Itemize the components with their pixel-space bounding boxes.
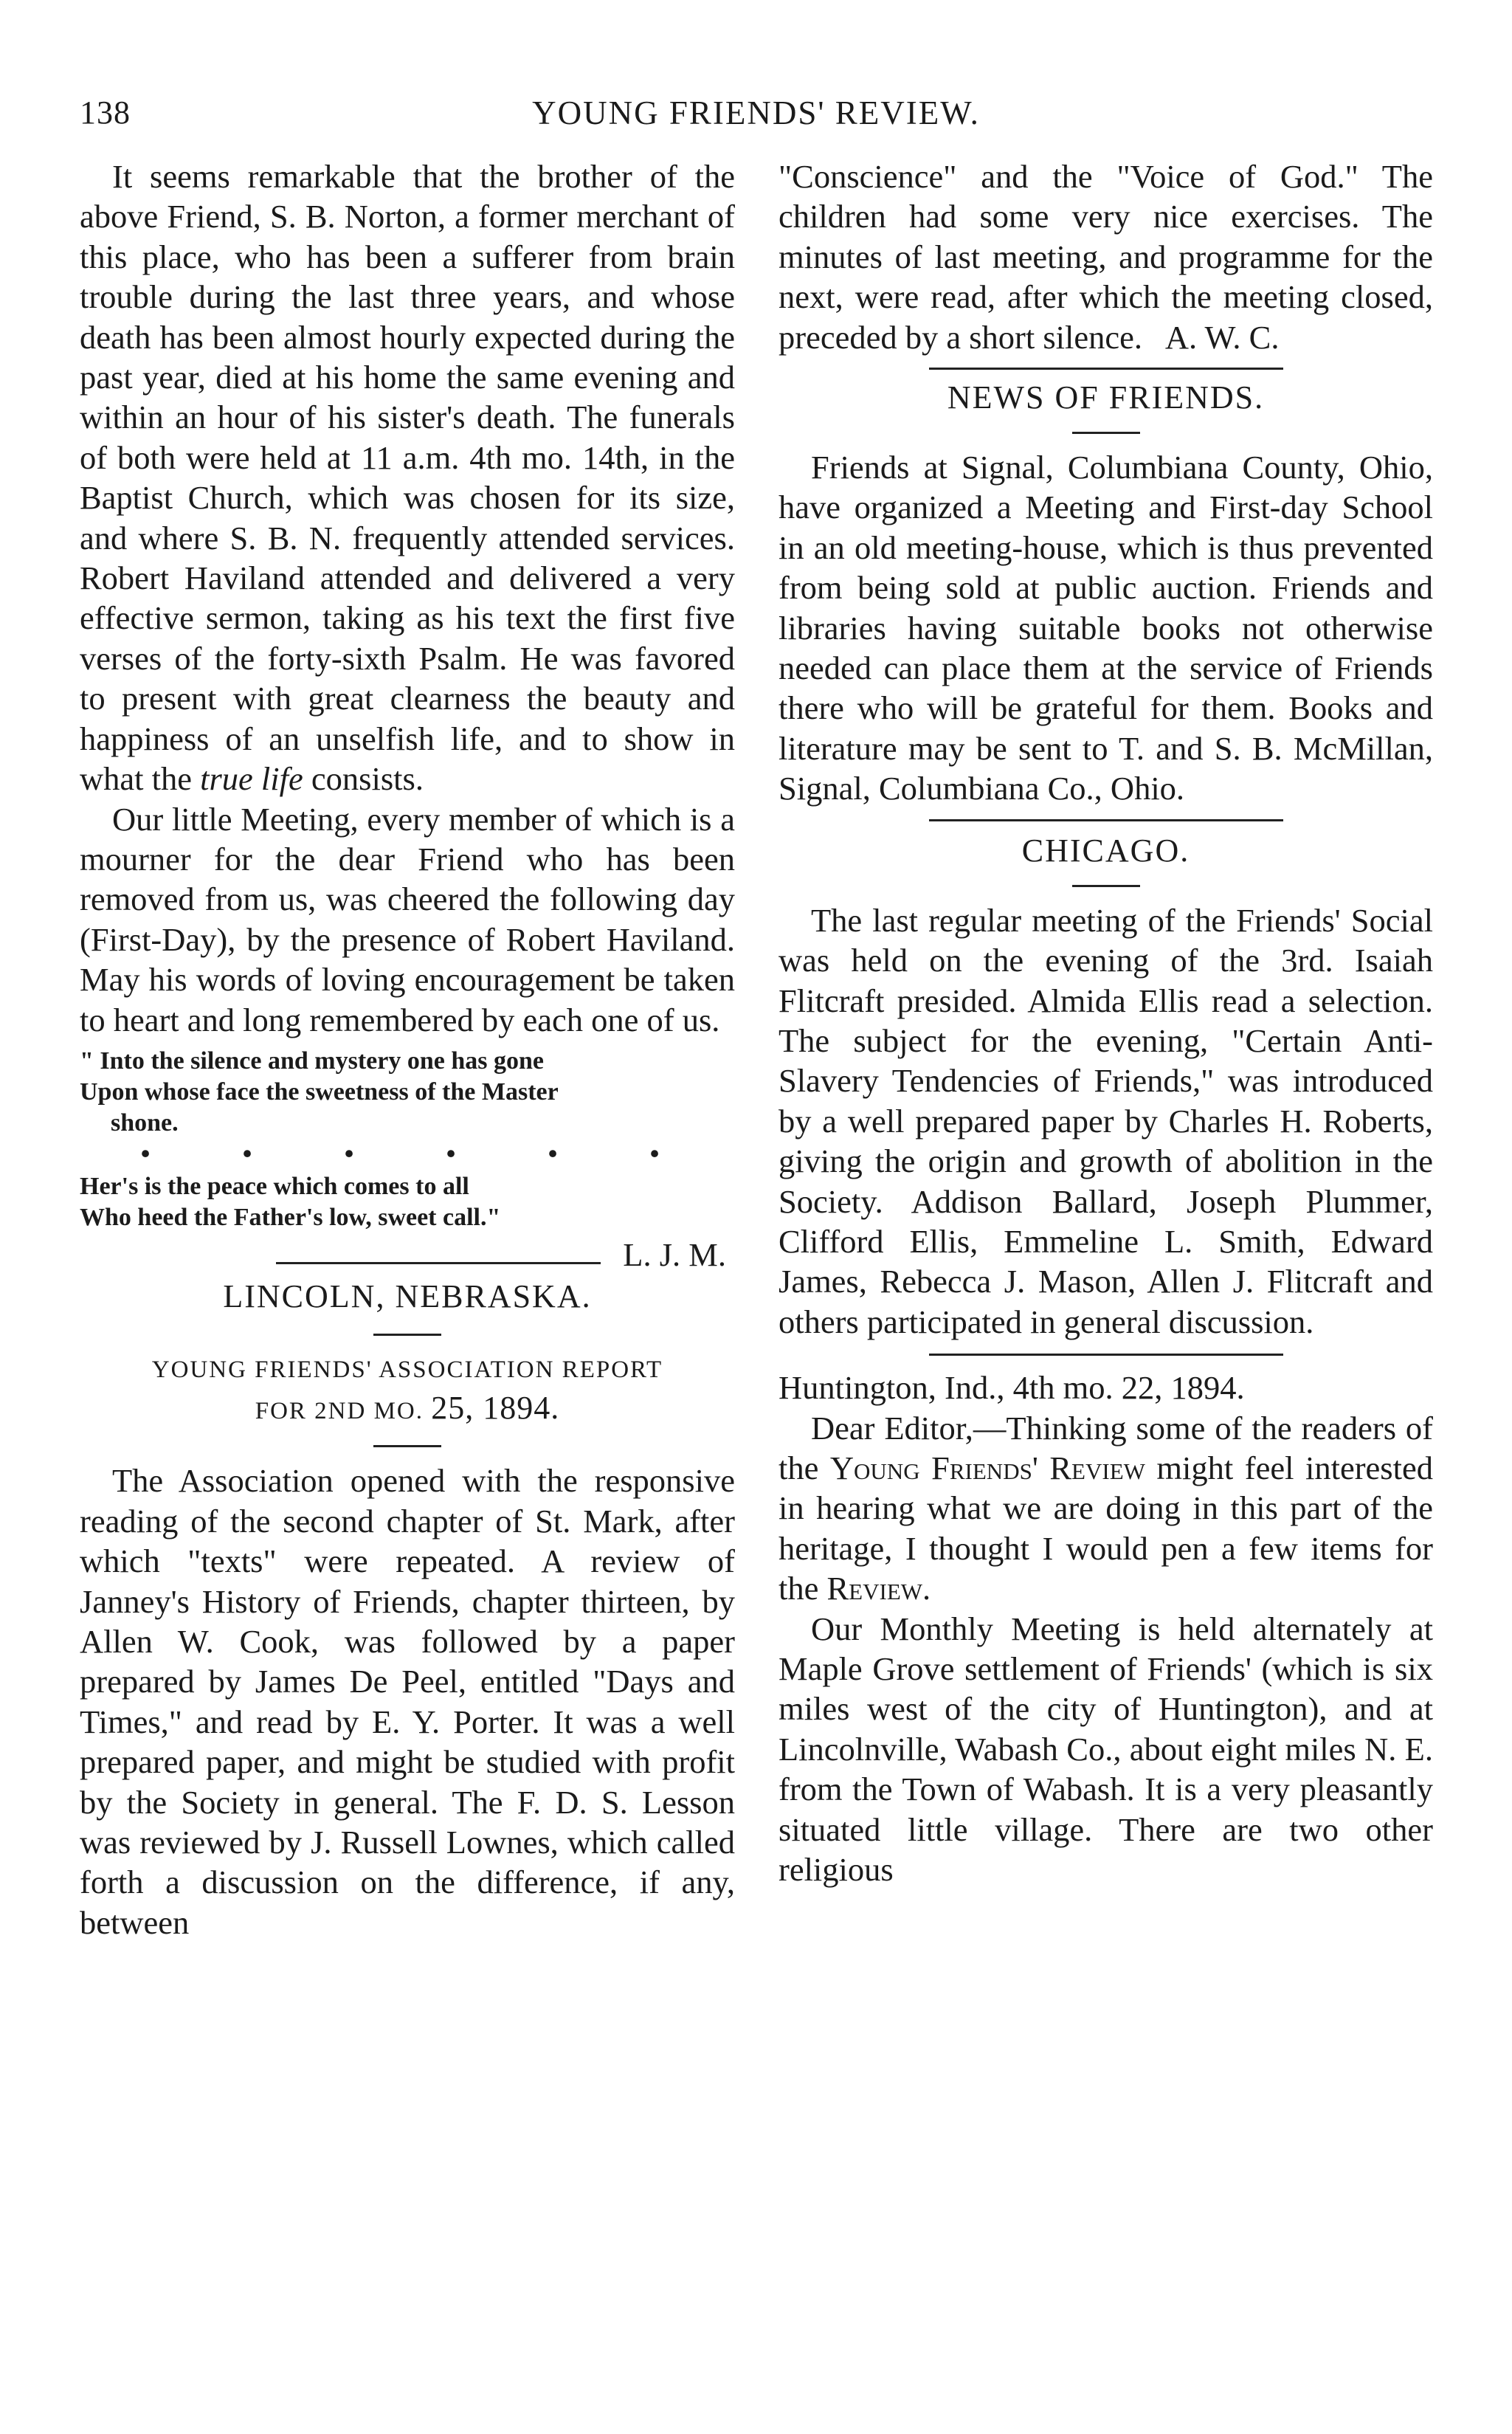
letter-salutation: Dear Editor,—Thinking some of the readers of the Young Friends' Review might feel interested in hearing what we are doing in this part of the heritage, I thought I would pen a few items for the Review. <box>779 1409 1433 1607</box>
divider-rule <box>929 819 1283 821</box>
paragraph-meeting: Our little Meeting, every member of which is a mourner for the dear Friend who has been removed from us, was cheered the following day (First-Day), by the presence of Robert Haviland. May his words of loving encouragement be taken to heart and long remembered by each one of us. <box>80 800 735 1038</box>
divider-rule <box>929 368 1283 370</box>
journal-name-smallcaps: Young Friends' Review <box>829 1449 1145 1486</box>
poem-line: Upon whose face the sweetness of the Master <box>80 1078 559 1106</box>
short-rule <box>1072 885 1140 887</box>
poem-dot: • <box>548 1138 558 1168</box>
paragraph-norton: It seems remarkable that the brother of the above Friend, S. B. Norton, a former merchant of this place, who has been a sufferer from brain trouble during the last three years, and whose death has been almost hourly expected during the past year, died at his home the same evening and within an hour of his sister's death. The funerals of both were held at 11 a.m. 4th mo. 14th, in the Baptist Church, which was chosen for its size, and where S. B. N. frequently attended services. Robert Haviland attended and delivered a very effective sermon, taking as his text the first five verses of the forty-sixth Psalm. He was favored to present with great clearness the beauty and happiness of an unselfish life, and to show in what the true life consists. <box>80 158 735 798</box>
left-column <box>80 156 735 1942</box>
section-title-lincoln: LINCOLN, NEBRASKA. <box>223 1278 592 1315</box>
journal-title: YOUNG FRIENDS' REVIEW. <box>532 94 980 131</box>
short-rule <box>373 1445 441 1447</box>
short-rule <box>1072 432 1140 434</box>
divider-rule <box>276 1262 601 1264</box>
poem-dot: • <box>446 1138 456 1168</box>
paragraph-chicago: The last regular meeting of the Friends' Social was held on the evening of the 3rd. Isaiah Flitcraft presided. Almida Ellis read a selection. The subject for the evening, "Certain Anti-Slavery Tendencies of Friends," was introduced by a well prepared paper by Charles H. Roberts, giving the origin and growth of abolition in the Society. Addison Ballard, Joseph Plummer, Clifford Ellis, Emmeline L. Smith, Edward James, Rebecca J. Mason, Allen J. Flitcraft and others participated in general discussion. <box>779 901 1433 1340</box>
section-title-chicago: CHICAGO. <box>1021 832 1190 869</box>
paragraph-continued: "Conscience" and the "Voice of God." The children had some very nice exercises. The minutes of last meeting, and programme for the next, were read, after which the meeting closed, preceded by a short silence. A. W. C. <box>779 158 1433 356</box>
section-title-news: NEWS OF FRIENDS. <box>947 379 1265 416</box>
poem-line: Her's is the peace which comes to all <box>80 1172 469 1200</box>
poem-dot: • <box>344 1138 354 1168</box>
paragraph-news: Friends at Signal, Columbiana County, Ohio, have organized a Meeting and First-day School in an old meeting-house, which is thus prevented from being sold at public auction. Friends and libraries having suitable books not otherwise needed can place them at the service of Friends there who will be grateful for them. Books and literature may be sent to T. and S. B. McMillan, Signal, Columbiana Co., Ohio. <box>779 449 1433 807</box>
right-column <box>779 156 1433 1889</box>
short-rule <box>373 1334 441 1336</box>
poem-dot: • <box>242 1138 252 1168</box>
poem-line: shone. <box>111 1109 179 1137</box>
italic-phrase: true life <box>200 760 303 798</box>
letter-paragraph: Our Monthly Meeting is held alternately at Maple Grove settlement of Friends' (which is six miles west of the city of Huntington), and at Lincolnville, Wabash Co., about eight miles N. E. from the Town of Wabash. It is a very pleasantly situated little village. There are two other religious <box>779 1610 1433 1889</box>
signature: L. J. M. <box>623 1235 726 1273</box>
poem-line: " Into the silence and mystery one has gone <box>80 1047 544 1075</box>
report-date: FOR 2ND MO. 25, 1894. <box>255 1390 560 1427</box>
association-report-heading: YOUNG FRIENDS' ASSOCIATION REPORT FOR 2ND MO. 25, 1894. <box>80 1351 735 1430</box>
poem-quote <box>80 1046 735 1233</box>
poem-dot: • <box>649 1138 660 1168</box>
initials: A. W. C. <box>1164 318 1280 356</box>
poem-ellipsis <box>80 1139 735 1168</box>
poem-line: Who heed the Father's low, sweet call." <box>80 1203 501 1231</box>
page-number: 138 <box>80 94 131 131</box>
letter-dateline: Huntington, Ind., 4th mo. 22, 1894. <box>779 1369 1245 1407</box>
review-smallcaps: Review <box>826 1570 923 1607</box>
page-header <box>0 87 1512 139</box>
paragraph-association: The Association opened with the responsive reading of the second chapter of St. Mark, after which "texts" were repeated. A review of Janney's History of Friends, chapter thirteen, by Allen W. Cook, was followed by a paper prepared by James De Peel, entitled "Days and Times," and read by E. Y. Porter. It was a well prepared paper, and might be studied with profit by the Society in general. The F. D. S. Lesson was reviewed by J. Russell Lownes, which called forth a discussion on the difference, if any, between <box>80 1462 735 1941</box>
poem-dot: • <box>140 1138 151 1168</box>
divider-rule <box>929 1354 1283 1356</box>
signature-row <box>80 1235 735 1275</box>
